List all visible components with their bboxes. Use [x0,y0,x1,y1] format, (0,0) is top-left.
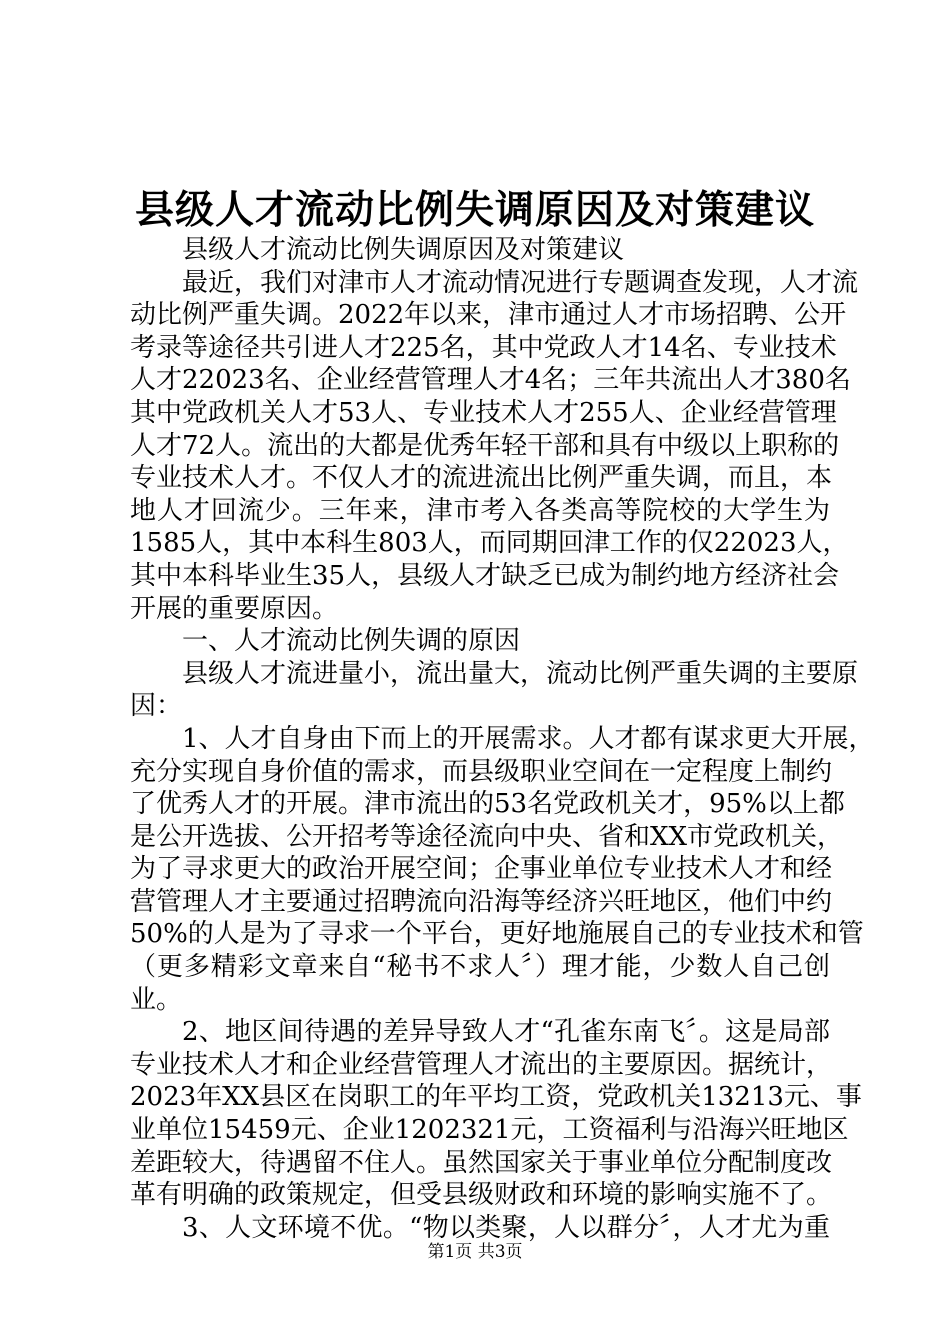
body-line: 动比例严重失调。2022年以来，津市通过人才市场招聘、公开 [130,300,847,331]
body-line: 开展的重要原因。 [130,593,339,624]
body-line: 3、人文环境不优。“物以类聚，人以群分〞，人才尤为重 [182,1212,830,1243]
body-line: 专业技术人才和企业经营管理人才流出的主要原因。据统计， [130,1049,833,1080]
body-line: 2023年XX县区在岗职工的年平均工资，党政机关13213元、事 [130,1082,862,1113]
body-line: 是公开选拔、公开招考等途径流向中央、省和XX市党政机关， [130,821,844,852]
body-line: 了优秀人才的开展。津市流出的53名党政机关才，95%以上都 [130,789,845,820]
body-line: 1、人才自身由下而上的开展需求。人才都有谋求更大开展， [182,723,875,754]
body-line: 2、地区间待遇的差异导致人才“孔雀东南飞〞。这是局部 [182,1017,830,1048]
body-line: 50%的人是为了寻求一个平台，更好地施展自己的专业技术和管 [130,919,864,950]
body-line: 县级人才流进量小，流出量大，流动比例严重失调的主要原 [182,658,859,689]
body-line: 业单位15459元、企业1202321元，工资福利与沿海兴旺地区 [130,1115,849,1146]
body-line: 人才22023名、企业经营管理人才4名；三年共流出人才380名 [130,365,851,396]
body-line: 1585人，其中本科生803人，而同期回津工作的仅22023人， [130,528,849,559]
body-line: 其中党政机关人才53人、专业技术人才255人、企业经营管理 [130,397,837,428]
body-line: （更多精彩文章来自“秘书不求人〞）理才能，少数人自己创 [130,952,830,983]
body-line: 革有明确的政策规定，但受县级财政和环境的影响实施不了。 [130,1180,833,1211]
body-line: 为了寻求更大的政治开展空间；企事业单位专业技术人才和经 [130,854,833,885]
body-line: 业。 [130,984,183,1015]
page-number-footer: 第1页 共3页 [427,1242,523,1262]
body-line: 其中本科毕业生35人，县级人才缺乏已成为制约地方经济社会 [130,560,840,591]
body-line: 考录等途径共引进人才225名，其中党政人才14名、专业技术 [130,332,837,363]
subtitle-line: 县级人才流动比例失调原因及对策建议 [182,235,625,265]
body-line: 最近，我们对津市人才流动情况进行专题调查发现，人才流 [182,267,859,298]
body-line: 专业技术人才。不仅人才的流进流出比例严重失调，而且，本 [130,463,833,494]
body-line: 差距较大，待遇留不住人。虽然国家关于事业单位分配制度改 [130,1147,833,1178]
body-line: 营管理人才主要通过招聘流向沿海等经济兴旺地区，他们中约 [130,886,833,917]
body-line: 人才72人。流出的大都是优秀年轻干部和具有中级以上职称的 [130,430,840,461]
document-title: 县级人才流动比例失调原因及对策建议 [134,187,815,233]
section-heading: 一、人才流动比例失调的原因 [182,626,521,657]
document-body [130,234,875,1244]
body-line: 因： [130,691,183,722]
body-line: 地人才回流少。三年来，津市考入各类高等院校的大学生为 [130,495,830,526]
body-line: 充分实现自身价值的需求，而县级职业空间在一定程度上制约 [130,756,833,787]
